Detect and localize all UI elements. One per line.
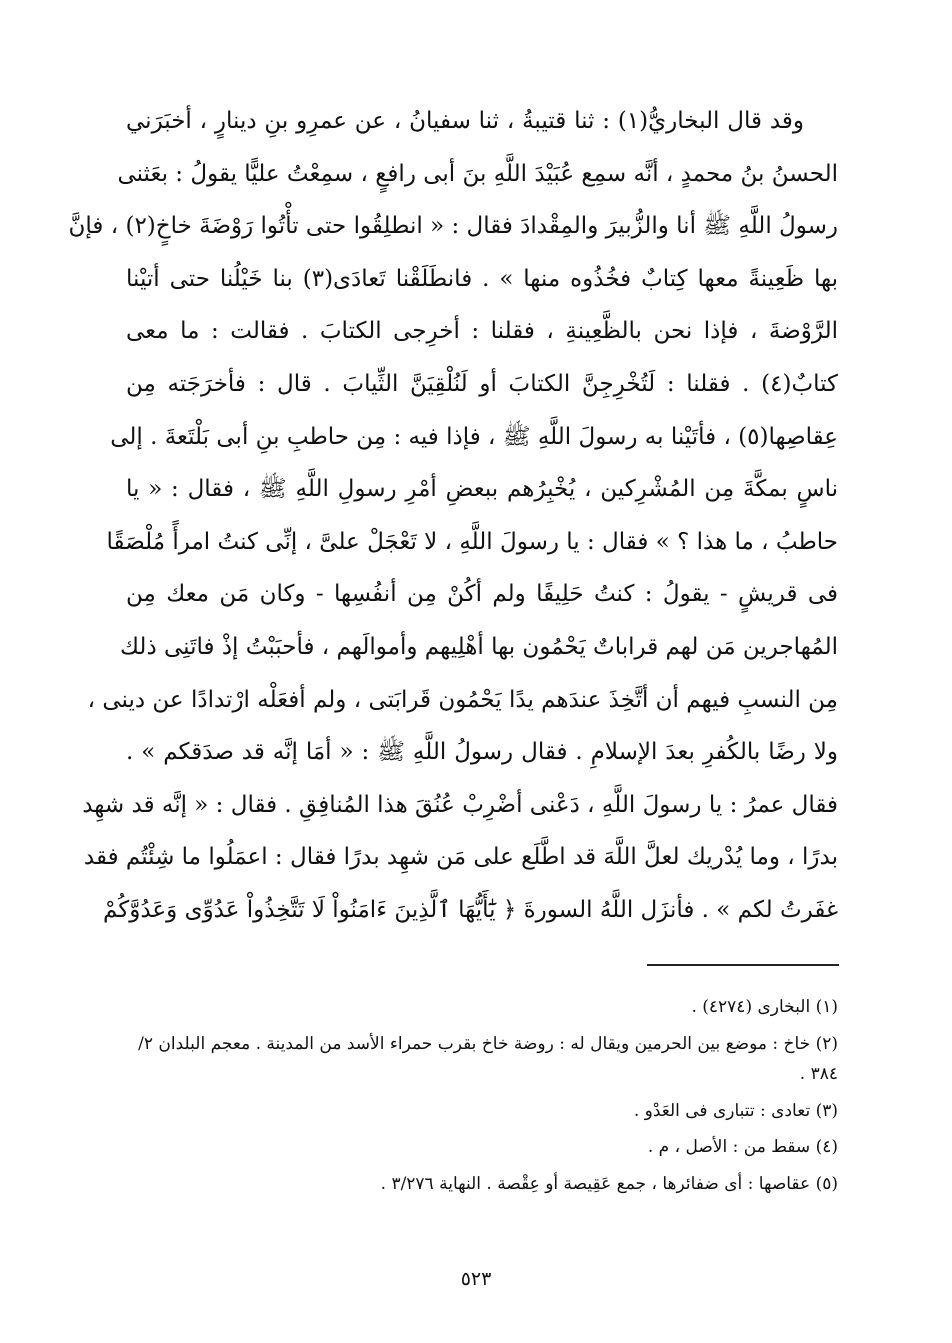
footnote-1: (١) البخارى (٤٢٧٤) . (691, 997, 838, 1017)
text-line-7: عِقاصِها(٥) ، فأتَيْنا به رسولَ اللَّهِ ﷺ ، فإذا فيه : مِن حاطبِ بنِ أبى بَلْتَعةَ . إلى (110, 423, 838, 450)
main-text-block (68, 95, 839, 937)
text-line-13: ولا رضًا بالكُفرِ بعدَ الإسلامِ . فقال رسولُ اللَّهِ ﷺ : « أمَا إنَّه قد صدَقكم » . (126, 739, 838, 766)
text-line-6: كتابٌ(٤) . فقلنا : لَتُخْرِجِنَّ الكتابَ أو لَنُلْقِيَنَّ الثِّيابَ . قال : فأخرَجَته مِن (126, 370, 838, 397)
page-number: ٥٢٣ (460, 1268, 492, 1290)
text-line-14: فقال عمرُ : يا رسولَ اللَّهِ ، دَعْنى أضْرِبْ عُنُقَ هذا المُنافِقِ . فقال : « إنَّه قد شهِد (82, 791, 838, 818)
footnote-5: (٥) عقاصها : أى ضفائرها ، جمع عَقِيصة أو عِقْصة . النهاية ٣/٢٧٦ . (380, 1173, 838, 1194)
text-line-15: بدرًا ، وما يُدْريك لعلَّ اللَّهَ قد اطَّلَع على مَن شهِد بدرًا فقال : اعمَلُوا ما شِئْتُم فقد (83, 844, 838, 871)
text-line-4: بها ظَعِينةً معها كِتابٌ فخُذُوه منها » . فانطَلَقْنا تَعادَى(٣) بنا خَيْلُنا حتى أتيْنا (126, 265, 839, 292)
footnote-3: (٣) تعادى : تتبارى فى العَدْو . (633, 1100, 838, 1121)
text-line-12: مِن النسبِ فيهم أن أتَّخِذَ عندَهم يدًا يَحْمُون قَرابَتى ، ولم أفعَلْه ارْتدادًا عن دينى ، (87, 686, 838, 713)
text-line-9: حاطبُ ، ما هذا ؟ » فقال : يا رسولَ اللَّهِ ، لا تَعْجَلْ علىَّ ، إنِّى كنتُ امرأً مُلْصَقًا (106, 528, 838, 555)
text-line-2: الحسنُ بنُ محمدٍ ، أنَّه سمِع عُبَيْدَ اللَّهِ بنَ أبى رافعٍ ، سمِعْتُ عليًّا يقولُ : بعَثنى (117, 160, 838, 187)
text-line-5: الرَّوْضةَ ، فإذا نحن بالظَّعِينةِ ، فقلنا : أخرِجى الكتابَ . فقالت : ما معى (126, 318, 838, 345)
text-line-3: رسولُ اللَّهِ ﷺ أنا والزُّبيرَ والمِقْدادَ فقال : « انطلِقُوا حتى تأْتُوا رَوْضَةَ خاخٍ(٢) ، فإنَّ (68, 213, 838, 240)
footnote-2: (٢) خاخ : موضع بين الحرمين ويقال له : روضة خاخ بقرب حمراء الأسد من المدينة . معجم البلدان ٢/ (138, 1033, 838, 1054)
footnote-4: (٤) سقط من : الأصل ، م . (647, 1137, 838, 1157)
text-line-1: وقد قال البخاريُّ(١) : ثنا قتيبةُ ، ثنا سفيانُ ، عن عمرِو بنِ دينارٍ ، أخبَرَني (126, 108, 804, 134)
footnotes-block (126, 992, 838, 1199)
text-line-16: غفَرتُ لكم » . فأنزَل اللَّهُ السورةَ ﴿ يَٰٓأَيُّهَا ٱلَّذِينَ ءَامَنُواْ لَا تَتَّخِذُواْ عَدُوِّى وَعَدُوَّكُمْ (102, 896, 838, 923)
text-line-10: فى قريشٍ - يقولُ : كنتُ حَلِيفًا ولم أكُنْ مِن أنفُسِها - وكان مَن معك مِن (126, 581, 838, 608)
footnote-2-continuation: ٣٨٤ . (799, 1064, 838, 1084)
text-line-11: المُهاجرين مَن لهم قراباتٌ يَحْمُون بها أهْلِيهم وأموالَهم ، فأحبَبْتُ إذْ فاتَنِى ذلك (120, 633, 838, 660)
footnote-separator (647, 964, 839, 966)
text-line-8: ناسٍ بمكَّةَ مِن المُشْرِكين ، يُخْبِرُهم ببعضِ أمْرِ رسولِ اللَّهِ ﷺ ، فقال : « يا (126, 476, 838, 503)
